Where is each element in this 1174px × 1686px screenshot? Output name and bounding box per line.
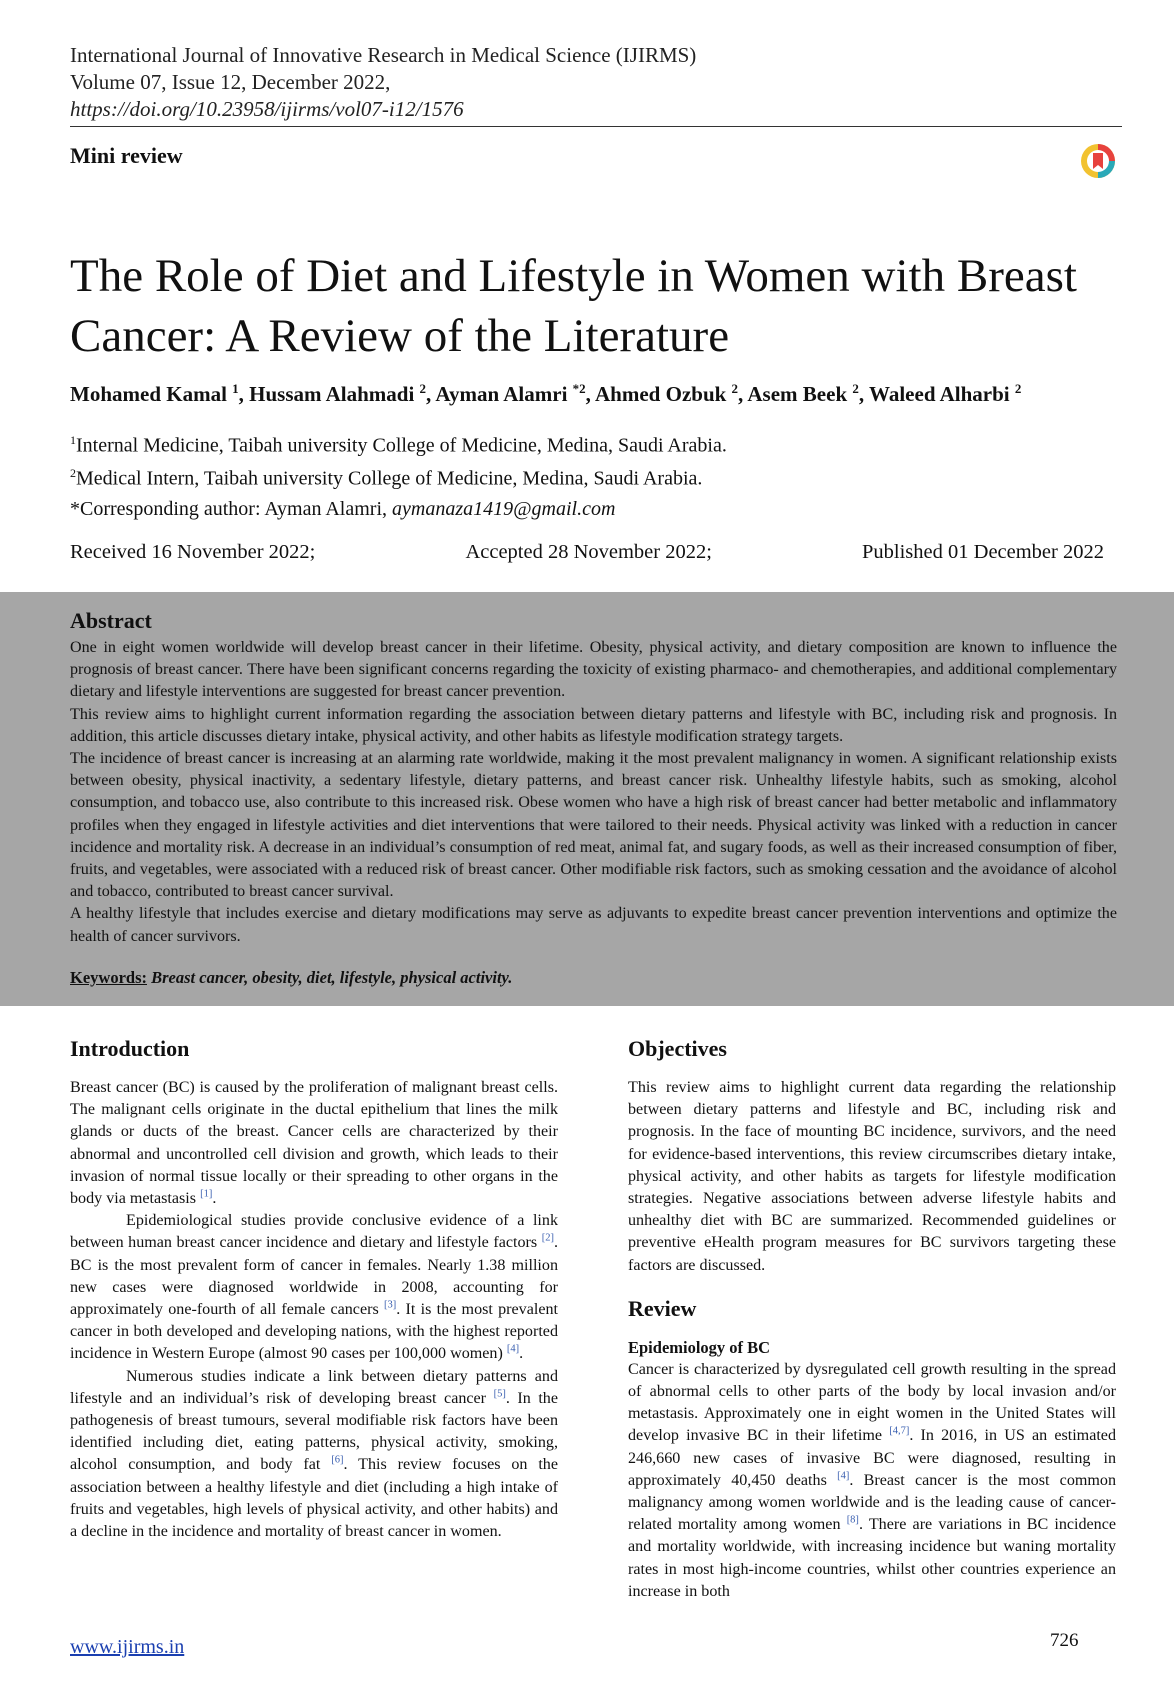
citation-link[interactable]: [4] bbox=[837, 1470, 850, 1482]
journal-name: International Journal of Innovative Research in Medical Science (IJIRMS) bbox=[70, 43, 697, 67]
author: Ahmed Ozbuk bbox=[595, 382, 727, 406]
objectives-heading: Objectives bbox=[628, 1036, 727, 1061]
right-column bbox=[628, 1035, 1116, 1603]
epidemiology-subheading: Epidemiology of BC bbox=[628, 1337, 771, 1357]
received-date: Received 16 November 2022; bbox=[70, 541, 316, 563]
affiliations bbox=[70, 427, 727, 492]
left-column bbox=[70, 1035, 558, 1543]
author: Ayman Alamri bbox=[435, 382, 568, 406]
citation-link[interactable]: [4,7] bbox=[889, 1426, 910, 1438]
author: Asem Beek bbox=[747, 382, 848, 406]
abstract-body bbox=[70, 637, 1117, 948]
abstract-paragraph: The incidence of breast cancer is increasing at an alarming rate worldwide, making it the most prevalent malignancy in women. A significant relationship exists between obesity, physical inactivity, a sedentary lifestyle, dietary patterns, and breast cancer risk. Unhealthy lifestyle habits, such as smoking, alcohol consumption, and tobacco use, also contribute to this increased risk. Obese women who have a high risk of breast cancer had better metabolic and inflammatory profiles when they engaged in lifestyle activities and diet interventions that were tailored to their needs. Physical activity was linked with a reduction in cancer incidence and mortality risk. A decrease in an individual’s consumption of red meat, animal fat, and sugary foods, as well as their increased consumption of fiber, fruits, and vegetables, were associated with a reduced risk of breast cancer. Other modifiable risk factors, such as smoking cessation and the avoidance of alcohol and tobacco, contributed to breast cancer survival. bbox=[70, 750, 1117, 901]
accepted-date: Accepted 28 November 2022; bbox=[465, 541, 712, 563]
author: Mohamed Kamal bbox=[70, 382, 227, 406]
keywords bbox=[70, 968, 512, 988]
page-number: 726 bbox=[1050, 1630, 1079, 1651]
author-email-link[interactable]: aymanaza1419@gmail.com bbox=[392, 498, 616, 520]
citation-link[interactable]: [2] bbox=[541, 1233, 554, 1245]
introduction-paragraph: Numerous studies indicate a link between dietary patterns and lifestyle and an individual’s risk of developing breast cancer [5]. In the pathogenesis of breast tumours, several modifiable risk factors have been identified including diet, eating patterns, physical activity, smoking, alcohol consumption, and body fat [6]. This review focuses on the association between a healthy lifestyle and diet (including a high intake of fruits and vegetables, high levels of physical activity, and other habits) and a decline in the incidence and mortality of breast cancer in women. bbox=[70, 1367, 558, 1541]
corresponding-author: *Corresponding author: Ayman Alamri, aymanaza1419@gmail.com bbox=[70, 498, 616, 520]
citation-link[interactable]: [8] bbox=[846, 1514, 859, 1526]
review-heading: Review bbox=[628, 1295, 697, 1321]
introduction-paragraph: Epidemiological studies provide conclusive evidence of a link between human breast cancer incidence and dietary and lifestyle factors [2]. BC is the most prevalent form of cancer in females. Nearly 1.38 million new cases were diagnosed worldwide in 2008, accounting for approximately one-fourth of all female cancers [3]. It is the most prevalent cancer in both developed and developing nations, with the highest reported incidence in Western Europe (almost 90 cases per 100,000 women) [4]. bbox=[70, 1212, 558, 1363]
journal-volume: Volume 07, Issue 12, December 2022, bbox=[70, 70, 391, 94]
introduction-heading: Introduction bbox=[70, 1036, 190, 1061]
author-list: Mohamed Kamal $^1$, Hussam Alahmadi $^2$, Ayman Alamri $^{*2}$, Ahmed Ozbuk $^2$, Asem Beek $^2$, Waleed Alharbi $^2$ bbox=[70, 381, 1022, 406]
affiliation: $^2$Medical Intern, Taibah university College of Medicine, Medina, Saudi Arabia. bbox=[70, 465, 703, 490]
objectives-paragraph: This review aims to highlight current data regarding the relationship between dietary patterns and lifestyle and BC, including risk and prognosis. In the face of mounting BC incidence, survivors, and the need for evidence-based interventions, this review circumscribes dietary intake, physical activity, and other habits as targets for lifestyle modification strategies. Negative associations between adverse lifestyle habits and unhealthy diet with BC are summarized. Recommended guidelines or preventive eHealth program measures for BC survivors targeting these factors are discussed. bbox=[628, 1079, 1116, 1274]
journal-header bbox=[70, 42, 696, 123]
citation-link[interactable]: [6] bbox=[331, 1455, 344, 1467]
publication-dates bbox=[70, 541, 1104, 564]
journal-website-link[interactable]: www.ijirms.in bbox=[70, 1636, 185, 1658]
review-paragraph: Cancer is characterized by dysregulated cell growth resulting in the spread of abnormal cells to other parts of the body by local invasion and/or metastasis. Approximately one in eight women in the United States will develop invasive BC in their lifetime [4,7]. In 2016, in US an estimated 246,660 new cases of invasive BC were diagnosed, resulting in approximately 40,450 deaths [4]. Breast cancer is the most common malignancy among women worldwide and is the leading cause of cancer-related mortality among women [8]. There are variations in BC incidence and mortality worldwide, with increasing incidence but waning mortality rates in most high-income countries, whilst other countries experience an increase in both bbox=[628, 1360, 1117, 1600]
keywords-list: Breast cancer, obesity, diet, lifestyle, physical activity. bbox=[151, 968, 513, 987]
keywords-label: Keywords: bbox=[70, 968, 147, 987]
article-title: The Role of Diet and Lifestyle in Women with Breast Cancer: A Review of the Literature bbox=[70, 250, 1077, 362]
introduction-paragraph: Breast cancer (BC) is caused by the proliferation of malignant breast cells. The malignant cells originate in the ductal epithelium that lines the milk glands or ducts of the breast. Cancer cells are characterized by their abnormal and uncontrolled cell division and growth, which leads to their invasion of normal tissue locally or their spreading to other organs in the body via metastasis [1]. bbox=[70, 1079, 558, 1208]
author: Waleed Alharbi bbox=[869, 382, 1010, 406]
abstract-paragraph: This review aims to highlight current information regarding the association between dietary patterns and lifestyle with BC, including risk and prognosis. In addition, this article discusses dietary intake, physical activity, and other habits as lifestyle modification strategy targets. bbox=[70, 705, 1117, 745]
bookmark-badge-icon[interactable] bbox=[1080, 143, 1116, 179]
author: Hussam Alahmadi bbox=[249, 382, 415, 406]
header-divider bbox=[70, 126, 1122, 127]
published-date: Published 01 December 2022 bbox=[862, 541, 1104, 563]
article-type: Mini review bbox=[70, 143, 183, 168]
citation-link[interactable]: [3] bbox=[384, 1299, 397, 1311]
abstract-paragraph: A healthy lifestyle that includes exercise and dietary modifications may serve as adjuvants to expedite breast cancer prevention interventions and optimize the health of cancer survivors. bbox=[70, 905, 1117, 945]
citation-link[interactable]: [1] bbox=[200, 1188, 213, 1200]
doi-link[interactable]: https://doi.org/10.23958/ijirms/vol07-i12/1576 bbox=[70, 97, 464, 121]
citation-link[interactable]: [5] bbox=[493, 1388, 506, 1400]
abstract-paragraph: One in eight women worldwide will develop breast cancer in their lifetime. Obesity, physical activity, and dietary composition are known to influence the prognosis of breast cancer. There have been significant concerns regarding the toxicity of existing pharmaco- and chemotherapies, and additional complementary dietary and lifestyle interventions are suggested for breast cancer prevention. bbox=[70, 639, 1117, 701]
citation-link[interactable]: [4] bbox=[506, 1344, 520, 1356]
affiliation: $^1$Internal Medicine, Taibah university College of Medicine, Medina, Saudi Arabia. bbox=[70, 433, 727, 457]
abstract-heading: Abstract bbox=[70, 608, 152, 633]
